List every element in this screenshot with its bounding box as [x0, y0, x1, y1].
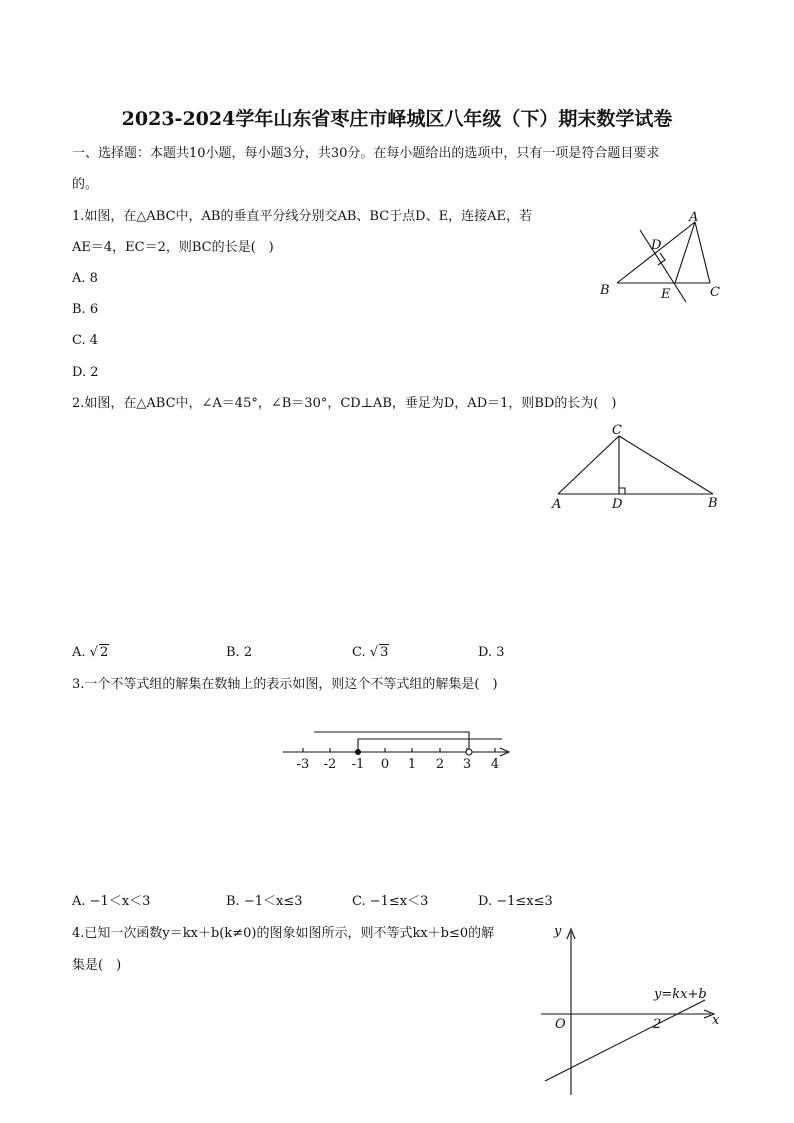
q2-option-a: A. √ 2 — [72, 645, 109, 660]
q2-label-a: A — [552, 497, 562, 512]
section-header-line1: 一、选择题：本题共10小题，每小题3分，共30分。在每小题给出的选项中，只有一项是符合题目要求 — [72, 146, 660, 161]
q3-tick-label: 2 — [435, 757, 445, 772]
q1-stem-line1: 1.如图，在△ABC中，AB的垂直平分线分别交AB、BC于点D、E，连接AE，若 — [72, 209, 532, 224]
q2-stem: 2.如图，在△ABC中，∠A＝45°，∠B＝30°，CD⊥AB，垂足为D，AD＝1，则BD的长为( ) — [72, 396, 617, 411]
q4-label-function: y=kx+b — [654, 987, 707, 1002]
q3-tick-label: 4 — [490, 757, 500, 772]
q1-label-d: D — [651, 238, 662, 253]
q1-label-b: B — [600, 283, 610, 298]
sqrt-symbol: √ 2 — [89, 645, 109, 660]
section-header-line2: 的。 — [72, 177, 99, 192]
q1-option-a: A. 8 — [72, 271, 98, 286]
q3-option-b: B. −1＜x≤3 — [226, 894, 303, 909]
q1-option-d: D. 2 — [72, 365, 99, 380]
sqrt-symbol: √ 3 — [369, 645, 389, 660]
q2-label-b: B — [708, 496, 718, 511]
q3-tick-label: -2 — [323, 757, 337, 772]
q4-label-intercept: 2 — [653, 1017, 662, 1032]
q4-label-x: x — [712, 1013, 720, 1028]
q3-option-a: A. −1＜x＜3 — [72, 894, 151, 909]
q3-tick-label: -1 — [351, 757, 365, 772]
q4-label-origin: O — [555, 1017, 566, 1032]
q1-option-b: B. 6 — [72, 302, 99, 317]
q1-stem-line2: AE＝4，EC＝2，则BC的长是( ) — [72, 240, 274, 255]
q4-stem-line1: 4.已知一次函数y＝kx＋b(k≠0)的图象如图所示，则不等式kx＋b≤0的解 — [72, 926, 495, 941]
q2-label-c: C — [612, 423, 622, 438]
q4-label-y: y — [554, 924, 562, 939]
q2-option-b: B. 2 — [226, 645, 253, 660]
q3-option-d: D. −1≤x≤3 — [478, 894, 553, 909]
q1-label-c: C — [710, 285, 720, 300]
q3-stem: 3.一个不等式组的解集在数轴上的表示如图，则这个不等式组的解集是( ) — [72, 677, 498, 692]
q2-label-d: D — [612, 497, 623, 512]
q2-option-c: C. √ 3 — [352, 645, 389, 660]
q3-option-c: C. −1≤x＜3 — [352, 894, 429, 909]
page-title: 2023-2024学年山东省枣庄市峄城区八年级（下）期末数学试卷 — [121, 108, 673, 130]
q3-tick-label: -3 — [296, 757, 310, 772]
q1-label-a: A — [689, 210, 699, 225]
q3-tick-label: 0 — [380, 757, 390, 772]
q3-tick-label: 3 — [462, 757, 472, 772]
q4-stem-line2: 集是( ) — [72, 958, 122, 973]
q3-tick-label: 1 — [407, 757, 417, 772]
q2-option-d: D. 3 — [478, 645, 505, 660]
q1-option-c: C. 4 — [72, 333, 99, 348]
q1-label-e: E — [661, 287, 671, 302]
